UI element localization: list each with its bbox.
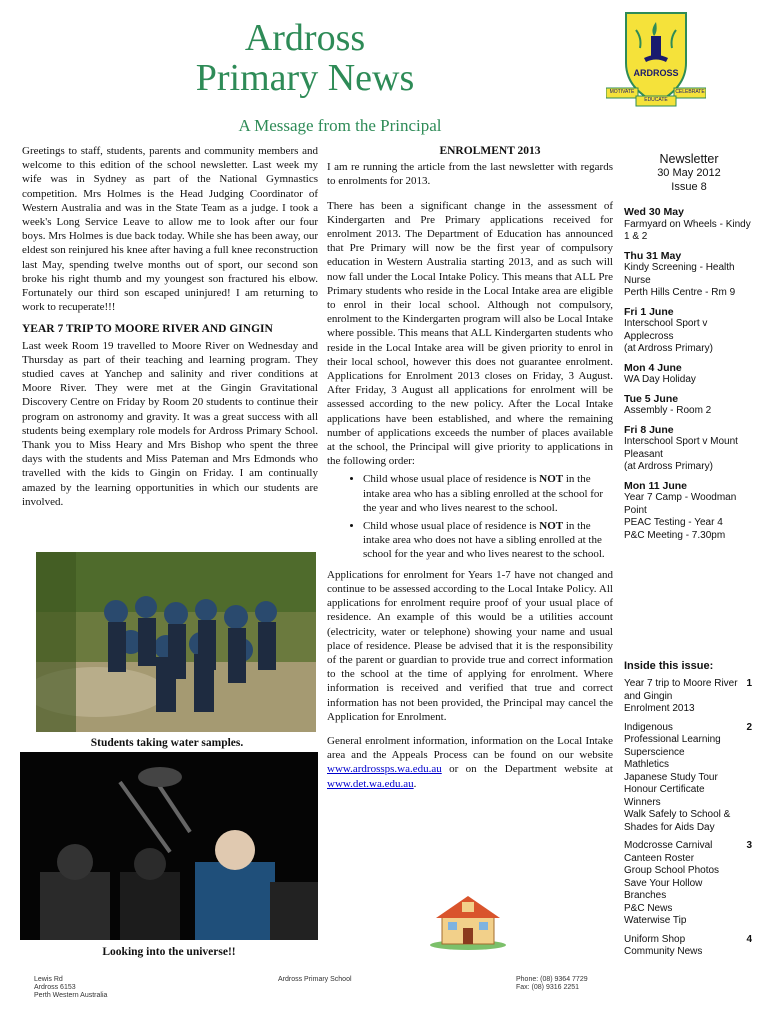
event-description: P&C Meeting - 7.30pm <box>624 529 726 541</box>
footer-address: Lewis Rd Ardross 6153 Perth Western Australia <box>34 976 108 999</box>
enrolment-policy: There has been a significant change in the assessment of Kindergarten and Pre Primary applications received for enrolment 2013. The Department of Education has announced that Pre Primary will now be the first year of compulsory education in Western Australia starting 2013, and as such will now fall under the Local Intake Policy. This means that ALL Pre Primary students who reside in the Local Intake area are eligible to enrol in their local school. Although not compulsory, enrolment to the Kindergarten program will also be Local Intake where possible. This means that ALL Kindergarten students who reside in the Local Intake area will be given priority to enrol in their local school, however this does not guarantee enrolment. Applications for Enrolment 2013 closes on Friday, 3 August. After Friday, 3 August all applications for enrolment will be assessed according to the new policy. After the Local Intake applications have been established, and where the remaining number of applications exceeds the number of places available at the school, the Principal will give priority to applications in the following order: <box>327 199 613 468</box>
photo2-caption: Looking into the universe!! <box>102 946 236 958</box>
event-item <box>624 250 754 300</box>
event-item <box>624 362 754 387</box>
footer-school-name: Ardross Primary School <box>278 976 352 983</box>
photo-telescope <box>20 752 318 940</box>
toc-row <box>624 722 752 835</box>
sidebar-title: Newsletter <box>659 152 719 166</box>
toc-item: Mathletics <box>624 759 670 770</box>
event-description: Assembly - Room 2 <box>624 405 712 416</box>
toc-item: Waterwise Tip <box>624 915 687 926</box>
toc-item: Canteen Roster <box>624 852 695 864</box>
event-description: Interschool Sport v Applecross <box>624 318 708 342</box>
toc-list <box>624 678 752 959</box>
toc-item: Modcrosse Carnival <box>624 840 713 851</box>
svg-text:ARDROSS: ARDROSS <box>633 68 679 78</box>
sidebar-issue: Issue 8 <box>671 181 707 193</box>
sidebar-newsletter-info <box>624 152 754 548</box>
school-house-icon <box>428 890 508 950</box>
event-item <box>624 480 754 543</box>
event-description: Perth Hills Centre - Rm 9 <box>624 287 736 298</box>
event-item <box>624 393 754 418</box>
trip-paragraph: Last week Room 19 travelled to Moore River on Wednesday and Thursday as part of their teaching and learning program. They studied caves at Yanchep and salinity and river conditions at Moore River. They were met at the Gingin Gravitational Discovery Centre on Friday by Room 20 students to continue their program on astronomy and gravity. It was a great success with all students being exemplary role models for Ardross Primary School. Thank you to Miss Heary and Mrs Bishop who spent the three days with the students and Miss Pateman and Mrs Edmonds who travelled with the kids to Gingin on Friday. I am continually amazed by the learning opportunities in which our students are involved. <box>22 339 318 508</box>
toc-item: Save Your Hollow Branches <box>624 877 703 901</box>
toc-items <box>624 840 740 928</box>
toc-item: Uniform Shop <box>624 933 686 945</box>
event-description: WA Day Holiday <box>624 374 696 385</box>
toc-item: Community News <box>624 946 703 957</box>
toc-page-number: 2 <box>746 721 752 733</box>
sidebar-date: 30 May 2012 <box>657 167 721 179</box>
toc-item: Walk Safely to School & Shades for Aids Day <box>624 809 731 833</box>
crest-center-motto: EDUCATE <box>644 97 668 103</box>
masthead-line2: Primary News <box>195 57 415 99</box>
priority-list <box>327 472 613 561</box>
toc-items <box>624 678 740 716</box>
event-item <box>624 424 754 474</box>
toc-items <box>624 934 702 959</box>
event-date: Thu 31 May <box>624 249 682 262</box>
toc-item: Year 7 trip to Moore River and Gingin <box>624 678 738 702</box>
toc-item: P&C News <box>624 902 673 914</box>
event-date: Mon 4 June <box>624 361 682 374</box>
event-item <box>624 306 754 356</box>
events-list <box>624 206 754 542</box>
masthead <box>150 18 460 98</box>
enrolment-info-paragraph: General enrolment information, information on the Local Intake area and the Appeals Process can be found on our website www.ardrossps.wa.edu.au or on the Department website at www.det.wa.edu.au. <box>327 734 613 790</box>
greeting-paragraph: Greetings to staff, students, parents and community members and welcome to this edition of the school newsletter. Last week my wife was in Sydney as part of the National Gymnastics competition. Mrs Holmes is the Head Judging Coordinator of Western Australia and was in the State Team as a judge. I took a week's Long Service Leave to allow me to look after our four boys. Mrs Holmes is due back today. While she has been away, our eldest son reinjured his knee after having a full knee reconstruction last May, spending twelve months out of sport, our second son broke his right thumb and my youngest son fractured his elbow. Fortunately our third son escaped uninjured! I am returning to work to recuperate!!! <box>22 145 318 314</box>
toc-page-number: 4 <box>746 933 752 945</box>
event-description: Year 7 Camp - Woodman Point <box>624 492 737 516</box>
footer-contact: Phone: (08) 9364 7729 Fax: (08) 9316 2251 <box>516 976 588 991</box>
toc-item: Superscience <box>624 746 685 758</box>
school-website-link[interactable]: www.ardrossps.wa.edu.au <box>327 763 442 776</box>
toc-item: Professional Learning <box>624 734 721 745</box>
masthead-line1: Ardross <box>244 17 366 59</box>
column-middle <box>327 144 613 797</box>
event-date: Mon 11 June <box>624 479 688 492</box>
toc-page-number: 1 <box>746 678 752 689</box>
photo1-caption: Students taking water samples. <box>90 737 244 749</box>
priority-item-1: • Child whose usual place of residence is NOT in the intake area who has a sibling enrolled at the school for the year and who lives nearest to the school. <box>363 472 613 515</box>
enrolment-heading: ENROLMENT 2013 <box>439 145 541 157</box>
priority-item-2: • Child whose usual place of residence is NOT in the intake area who does not have a sibling enrolled at the school for the year and who lives nearest to the school. <box>363 519 613 562</box>
toc-row <box>624 840 752 928</box>
department-website-link[interactable]: www.det.wa.edu.au <box>327 777 414 790</box>
event-item <box>624 206 754 244</box>
event-description: Kindy Screening - Health Nurse <box>624 262 735 286</box>
page-subtitle: A Message from the Principal <box>238 116 442 135</box>
crest-left-motto: MOTIVATE <box>609 89 635 95</box>
toc-item: Honour Certificate Winners <box>624 784 705 808</box>
toc-item: Indigenous <box>624 721 673 733</box>
event-date: Wed 30 May <box>624 206 684 218</box>
toc-item: Japanese Study Tour <box>624 771 718 783</box>
event-description: Farmyard on Wheels - Kindy 1 & 2 <box>624 218 751 242</box>
toc-row <box>624 934 752 959</box>
toc-items <box>624 722 740 835</box>
sidebar-contents <box>624 660 752 965</box>
photo-water-samples <box>36 552 316 732</box>
enrolment-intro: I am re running the article from the last newsletter with regards to enrolments for 2013. <box>327 161 613 188</box>
toc-item: Enrolment 2013 <box>624 703 695 714</box>
toc-item: Group School Photos <box>624 865 720 876</box>
column-left <box>22 144 318 515</box>
event-description: (at Ardross Primary) <box>624 343 713 354</box>
event-description: (at Ardross Primary) <box>624 461 713 472</box>
event-date: Fri 8 June <box>624 423 674 436</box>
event-description: PEAC Testing - Year 4 <box>624 517 723 528</box>
toc-page-number: 3 <box>746 840 752 851</box>
crest-right-motto: CELEBRATE <box>675 89 705 95</box>
event-date: Tue 5 June <box>624 392 679 405</box>
trip-heading: YEAR 7 TRIP TO MOORE RIVER AND GINGIN <box>22 323 273 336</box>
inside-issue-title: Inside this issue: <box>624 660 714 672</box>
enrolment-years-paragraph: Applications for enrolment for Years 1-7 have not changed and continue to be assessed according to the Local Intake Policy. All applications for enrolment require proof of your usual place of residence. An example of this would be a utilities account (electricity, water or telephone) showing your name and usual place of residence. Please be advised that it is the responsibility of the parent or guardian to provide true and correct information to the school at the time of applying for enrolment. Where information is received and verified that true and correct information has not been provided, the Principal may cancel the Application for Enrolment. <box>327 568 613 723</box>
event-description: Interschool Sport v Mount Pleasant <box>624 436 738 460</box>
toc-row <box>624 678 752 716</box>
event-date: Fri 1 June <box>624 305 674 318</box>
